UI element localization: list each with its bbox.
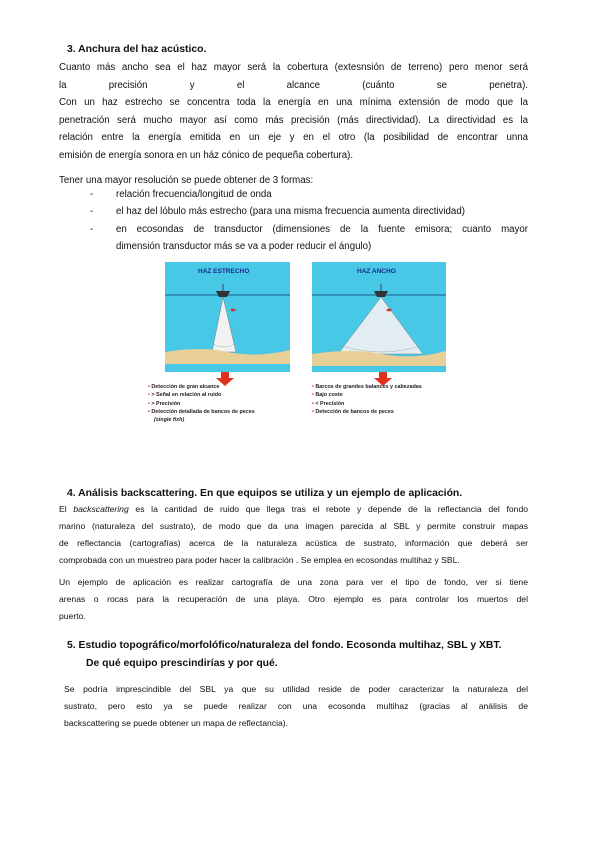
narrow-beam-title: HAZ ESTRECHO [198, 268, 250, 275]
text-line: Cuanto más ancho sea el haz mayor será la cobertura (extesnsión de terreno) pero menor será [59, 62, 528, 73]
section-5-heading [67, 637, 533, 673]
section-3-heading: 3. Anchura del haz acústico. [67, 44, 207, 55]
text-line: arenas o rocas para la recuperación de una playa. Otro ejemplo es para controlar los muertos del [59, 594, 528, 604]
list-item: • Detección de bancos de peces [312, 408, 394, 415]
list-item [90, 186, 528, 203]
list-item: • < Precisión [312, 400, 345, 407]
text-line: puerto. [59, 611, 86, 621]
resolution-intro: Tener una mayor resolución se puede obtener de 3 formas: [59, 175, 314, 186]
heading-line: De qué equipo prescindirías y por qué. [86, 658, 278, 669]
text-line: emisión de energía sonora en un ház cónico de pequeña cobertura). [59, 149, 354, 161]
text-line: El backscattering es la cantidad de ruido que llega tras el rebote y depende de la reflectancia del fondo [59, 504, 529, 514]
list-item: • Bajo coste [312, 392, 343, 399]
list-item: • > Precisión [148, 400, 181, 407]
section-5-paragraph [64, 681, 528, 732]
bullet-text: el haz del lóbulo más estrecho (para una misma frecuencia aumenta directividad) [116, 206, 465, 218]
list-item: • > Señal en relación al ruido [148, 392, 222, 399]
list-item [90, 221, 528, 256]
wide-beam-features [312, 383, 422, 416]
bullet-text [116, 221, 528, 256]
text-line: de reflectancia (cartografías) acerca de la naturaleza acústica de sustrato, información que deberá ser [59, 538, 528, 548]
text-line: marino (naturaleza del sustrato), de modo que da una imagen parecida al SBL y permite construir mapas [59, 521, 528, 531]
heading-line: 5. Estudio topográfico/morfolófico/naturaleza del fondo. Ecosonda multihaz, SBL y XBT. [67, 640, 502, 651]
list-item [90, 203, 528, 220]
section-4-paragraph-2 [59, 574, 528, 625]
text-line: Un ejemplo de aplicación es realizar cartografía de una zona para ver el tipo de fondo, ver si tiene [59, 577, 528, 587]
text-line: penetración será mucho mayor así como más precisión (más directividad). La directividad es la [59, 114, 528, 126]
text-line: la precisión y el alcance (cuánto se penetra). [59, 79, 528, 91]
bullet-text-line: en ecosondas de transductor (dimensiones de la fuente emisora; cuanto mayor [116, 223, 528, 235]
narrow-beam-features [148, 383, 255, 424]
beam-figure [160, 262, 450, 372]
beam-diagram [160, 262, 450, 372]
bullet-dash: - [90, 189, 94, 200]
bullet-text-line: dimensión transductor más se va a poder reducir el ángulo) [116, 241, 372, 253]
resolution-list [90, 186, 528, 256]
text-line: comprobada con un muestreo para poder hacer la calibración . Se emplea en ecosondas multihaz y SBL. [59, 555, 460, 565]
section-3-paragraph [59, 59, 528, 164]
bullet-text: relación frecuencia/longitud de onda [116, 189, 272, 200]
section-4-heading: 4. Análisis backscattering. En que equipos se utiliza y un ejemplo de aplicación. [67, 488, 463, 499]
bullet-dash: - [90, 206, 94, 218]
text-line: relación entre la energía emitida en un eje y en el otro (la posibilidad de encontrar unna [59, 132, 528, 143]
list-item: • Detección detallada de bancos de peces [148, 408, 255, 415]
section-4-paragraph-1 [59, 501, 528, 569]
text-line: Con un haz estrecho se concentra toda la energía en una mínima extensión de modo que la [59, 97, 528, 108]
list-item: • Detección de gran alcance [148, 384, 220, 390]
bullet-dash: - [90, 223, 94, 235]
wide-beam-title: HAZ ANCHO [357, 268, 396, 275]
list-item-continuation: (single fish) [154, 417, 185, 424]
text-line: backscattering se puede obtener un mapa de reflectancia). [64, 718, 289, 728]
text-line: Se podría imprescindible del SBL ya que su utilidad reside de poder caracterizar la naturaleza del [64, 684, 528, 694]
text-line: sustrato, pero esto ya se puede realizar con una ecosonda multihaz (gracias al análisis de [64, 701, 528, 711]
list-item: • Barcos de grandes balances y cabezadas [312, 384, 422, 390]
